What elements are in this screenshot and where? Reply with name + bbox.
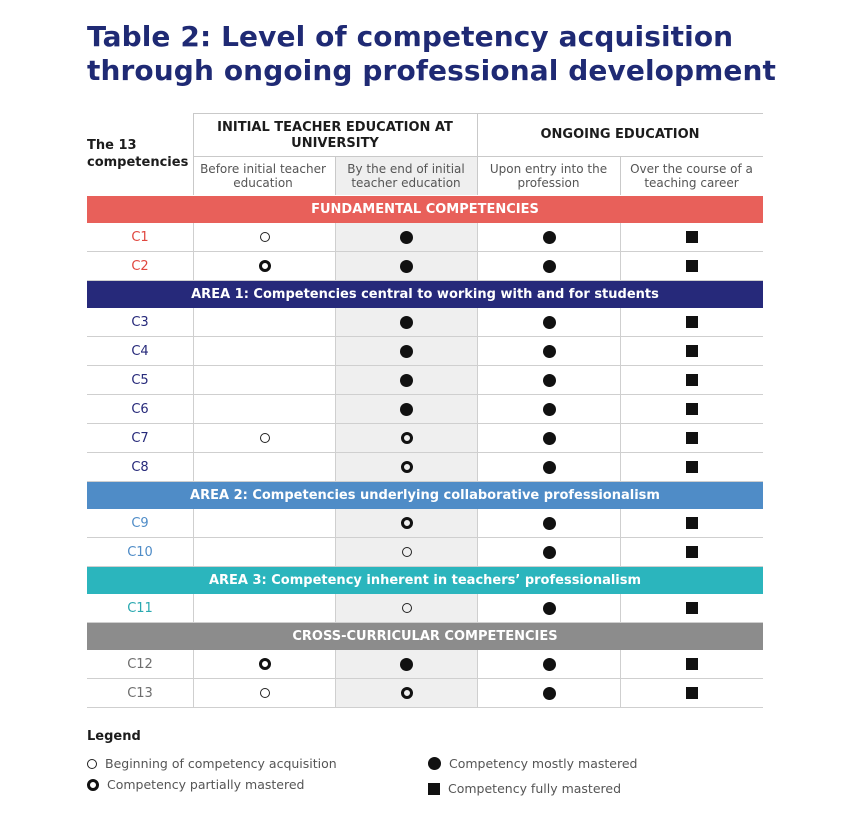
level-cell <box>477 337 620 365</box>
level-cell <box>620 395 763 423</box>
filled-circle-icon <box>400 231 413 244</box>
level-cell <box>477 252 620 280</box>
level-cell <box>193 395 335 423</box>
filled-circle-icon <box>400 345 413 358</box>
level-cell <box>620 453 763 481</box>
level-cell <box>193 424 335 452</box>
filled-circle-icon <box>400 260 413 273</box>
level-cell <box>477 424 620 452</box>
filled-square-icon <box>686 687 698 699</box>
level-cell <box>620 650 763 678</box>
open-circle-icon <box>402 547 412 557</box>
table-row <box>87 252 763 281</box>
filled-square-icon <box>686 432 698 444</box>
level-cell <box>620 424 763 452</box>
open-circle-icon <box>260 232 270 242</box>
table-row <box>87 509 763 538</box>
header-top-rule <box>193 113 763 114</box>
filled-circle-icon <box>543 345 556 358</box>
level-cell <box>477 594 620 622</box>
filled-circle-icon <box>543 403 556 416</box>
level-cell <box>193 538 335 566</box>
level-cell <box>477 308 620 336</box>
table-row <box>87 395 763 424</box>
level-cell <box>477 538 620 566</box>
section-band: AREA 1: Competencies central to working with and for students <box>87 281 763 308</box>
level-cell <box>335 509 477 537</box>
table-row <box>87 594 763 623</box>
table-row <box>87 424 763 453</box>
level-cell <box>477 453 620 481</box>
header-group-divider <box>477 113 478 195</box>
ring-icon <box>87 779 99 791</box>
open-circle-icon <box>260 433 270 443</box>
level-cell <box>335 650 477 678</box>
legend-item-partial <box>87 777 304 792</box>
competency-code: C13 <box>127 685 153 701</box>
section-band: FUNDAMENTAL COMPETENCIES <box>87 196 763 223</box>
column-header-entry: Upon entry into the profession <box>489 162 608 190</box>
filled-circle-icon <box>543 461 556 474</box>
ring-icon <box>259 658 271 670</box>
filled-square-icon <box>686 546 698 558</box>
table-row <box>87 650 763 679</box>
level-cell <box>193 223 335 251</box>
level-cell <box>620 509 763 537</box>
level-cell <box>620 679 763 707</box>
filled-circle-icon <box>543 687 556 700</box>
table-title <box>87 20 807 88</box>
filled-circle-icon <box>400 403 413 416</box>
column-header-before: Before initial teacher education <box>200 162 326 190</box>
level-cell <box>193 594 335 622</box>
legend-title: Legend <box>87 729 141 744</box>
section-band: AREA 2: Competencies underlying collaborative professionalism <box>87 482 763 509</box>
group-header-initial-education: INITIAL TEACHER EDUCATION AT UNIVERSITY <box>217 120 453 151</box>
level-cell <box>620 308 763 336</box>
level-cell <box>335 424 477 452</box>
open-circle-icon <box>87 759 97 769</box>
level-cell <box>335 594 477 622</box>
level-cell <box>620 366 763 394</box>
filled-square-icon <box>686 260 698 272</box>
section-band: CROSS-CURRICULAR COMPETENCIES <box>87 623 763 650</box>
level-cell <box>335 679 477 707</box>
legend-label: Beginning of competency acquisition <box>105 756 337 771</box>
filled-circle-icon <box>543 517 556 530</box>
filled-square-icon <box>428 783 440 795</box>
level-cell <box>620 223 763 251</box>
legend-label: Competency fully mastered <box>448 781 622 796</box>
header-sub-divider-2 <box>620 156 621 195</box>
competency-code: C9 <box>131 515 149 531</box>
legend-item-mostly <box>428 756 637 771</box>
competencies-header: The 13 competencies <box>87 138 189 170</box>
competency-code: C7 <box>131 430 149 446</box>
open-circle-icon <box>402 603 412 613</box>
level-cell <box>335 308 477 336</box>
level-cell <box>477 679 620 707</box>
level-cell <box>477 509 620 537</box>
ring-icon <box>401 461 413 473</box>
competency-code: C3 <box>131 314 149 330</box>
filled-circle-icon <box>400 316 413 329</box>
level-cell <box>193 366 335 394</box>
title-line-1: Table 2: Level of competency acquisition <box>87 20 734 53</box>
filled-square-icon <box>686 374 698 386</box>
filled-square-icon <box>686 461 698 473</box>
level-cell <box>620 538 763 566</box>
table-row <box>87 538 763 567</box>
level-cell <box>620 594 763 622</box>
level-cell <box>335 366 477 394</box>
level-cell <box>193 252 335 280</box>
level-cell <box>335 223 477 251</box>
legend-label: Competency partially mastered <box>107 777 305 792</box>
competency-table <box>87 196 763 708</box>
level-cell <box>477 395 620 423</box>
table-row <box>87 679 763 708</box>
filled-circle-icon <box>543 602 556 615</box>
competency-code: C6 <box>131 401 149 417</box>
competency-code: C2 <box>131 258 149 274</box>
level-cell <box>477 223 620 251</box>
legend-item-beginning <box>87 756 337 771</box>
filled-circle-icon <box>543 316 556 329</box>
competency-code: C12 <box>127 656 153 672</box>
filled-square-icon <box>686 316 698 328</box>
filled-circle-icon <box>543 432 556 445</box>
header-mid-rule <box>193 156 763 157</box>
filled-circle-icon <box>400 658 413 671</box>
level-cell <box>335 453 477 481</box>
level-cell <box>193 337 335 365</box>
level-cell <box>620 337 763 365</box>
competency-code: C10 <box>127 544 153 560</box>
open-circle-icon <box>260 688 270 698</box>
competency-code: C1 <box>131 229 149 245</box>
legend-label: Competency mostly mastered <box>449 756 638 771</box>
ring-icon <box>401 432 413 444</box>
filled-circle-icon <box>543 374 556 387</box>
filled-square-icon <box>686 345 698 357</box>
level-cell <box>193 679 335 707</box>
filled-circle-icon <box>543 231 556 244</box>
competency-code: C11 <box>127 600 153 616</box>
table-row <box>87 366 763 395</box>
level-cell <box>335 252 477 280</box>
competency-code: C4 <box>131 343 149 359</box>
filled-square-icon <box>686 517 698 529</box>
level-cell <box>193 453 335 481</box>
filled-circle-icon <box>428 757 441 770</box>
competency-code: C8 <box>131 459 149 475</box>
filled-square-icon <box>686 231 698 243</box>
filled-circle-icon <box>543 546 556 559</box>
level-cell <box>477 650 620 678</box>
filled-circle-icon <box>400 374 413 387</box>
level-cell <box>620 252 763 280</box>
level-cell <box>193 509 335 537</box>
table-row <box>87 308 763 337</box>
competency-code: C5 <box>131 372 149 388</box>
filled-circle-icon <box>543 260 556 273</box>
table-row <box>87 453 763 482</box>
level-cell <box>335 337 477 365</box>
level-cell <box>477 366 620 394</box>
filled-square-icon <box>686 403 698 415</box>
level-cell <box>193 308 335 336</box>
column-header-end-initial: By the end of initial teacher education <box>347 162 465 190</box>
level-cell <box>335 395 477 423</box>
group-header-ongoing-education: ONGOING EDUCATION <box>540 127 700 142</box>
filled-square-icon <box>686 602 698 614</box>
legend-item-full <box>428 781 621 796</box>
column-header-career: Over the course of a teaching career <box>630 162 753 190</box>
filled-square-icon <box>686 658 698 670</box>
ring-icon <box>401 517 413 529</box>
table-row <box>87 223 763 252</box>
level-cell <box>193 650 335 678</box>
filled-circle-icon <box>543 658 556 671</box>
title-line-2: through ongoing professional development <box>87 54 777 87</box>
level-cell <box>335 538 477 566</box>
section-band: AREA 3: Competency inherent in teachers’ professionalism <box>87 567 763 594</box>
ring-icon <box>259 260 271 272</box>
table-row <box>87 337 763 366</box>
ring-icon <box>401 687 413 699</box>
